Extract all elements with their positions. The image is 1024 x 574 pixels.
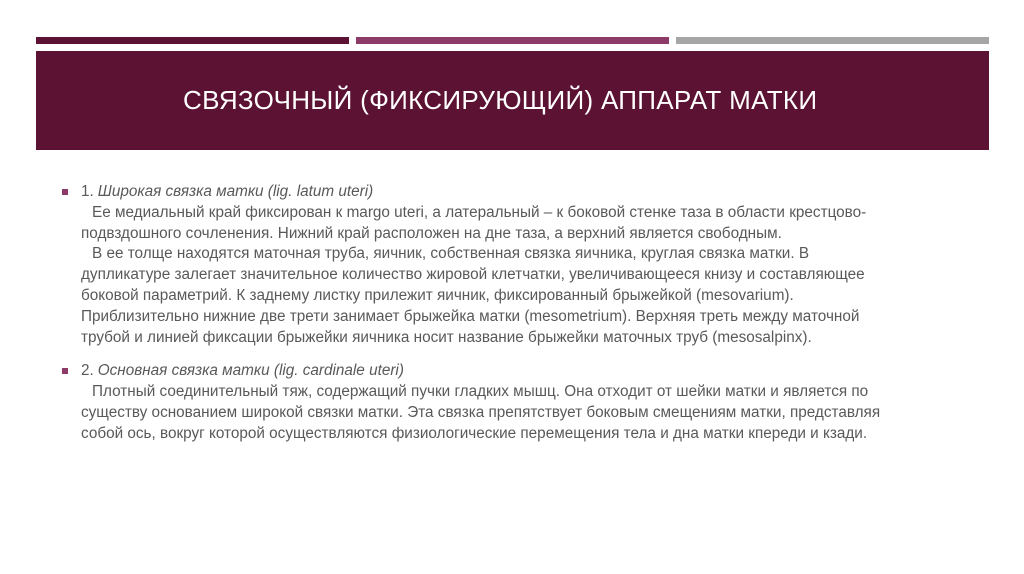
- slide-title: СВЯЗОЧНЫЙ (ФИКСИРУЮЩИЙ) АППАРАТ МАТКИ: [183, 85, 818, 115]
- text-line: В ее толще находятся маточная труба, яичник, собственная связка яичника, круглая связка матки. В: [92, 245, 810, 263]
- item-heading-line: [81, 361, 982, 382]
- accent-bar-gray: [676, 37, 989, 44]
- text-line: Приблизительно нижние две трети занимает брыжейка матки (mesometrium). Верхняя треть между маточной: [81, 307, 860, 325]
- accent-bar-magenta: [356, 37, 669, 44]
- list-item: [62, 361, 982, 444]
- item-heading-line: [81, 182, 982, 203]
- text-line: подвздошного сочленения. Нижний край расположен на дне таза, а верхний является свободным.: [81, 224, 782, 242]
- square-bullet-icon: [62, 368, 68, 374]
- text-line: трубой и линией фиксации брыжейки яичника носит название брыжейки маточных труб (mesosalpinx).: [81, 328, 812, 346]
- square-bullet-icon: [62, 189, 68, 195]
- title-banner: [36, 51, 989, 150]
- text-line: Плотный соединительный тяж, содержащий пучки гладких мышц. Она отходит от шейки матки и является по: [92, 383, 869, 401]
- item-heading: Широкая связка матки (lig. latum uteri): [97, 183, 374, 200]
- text-line: собой ось, вокруг которой осуществляются физиологические перемещения тела и дна матки кпереди и кзади.: [81, 424, 868, 442]
- text-line: Ее медиальный край фиксирован к margo uteri, а латеральный – к боковой стенке таза в области крестцово-: [92, 203, 867, 221]
- text-line: дупликатуре залегает значительное количество жировой клетчатки, увеличивающееся книзу и составляющее: [81, 266, 865, 284]
- text-line: боковой параметрий. К заднему листку прилежит яичник, фиксированный брыжейкой (mesovarium).: [81, 286, 794, 304]
- list-item: [62, 182, 982, 348]
- accent-bar-dark: [36, 37, 349, 44]
- item-number: 1.: [81, 183, 94, 200]
- text-line: существу основанием широкой связки матки. Эта связка препятствует боковым смещениям матки, представляя: [81, 403, 881, 421]
- item-heading: Основная связка матки (lig. cardinale uteri): [97, 362, 404, 380]
- slide-content: [62, 182, 982, 458]
- item-number: 2.: [81, 362, 94, 380]
